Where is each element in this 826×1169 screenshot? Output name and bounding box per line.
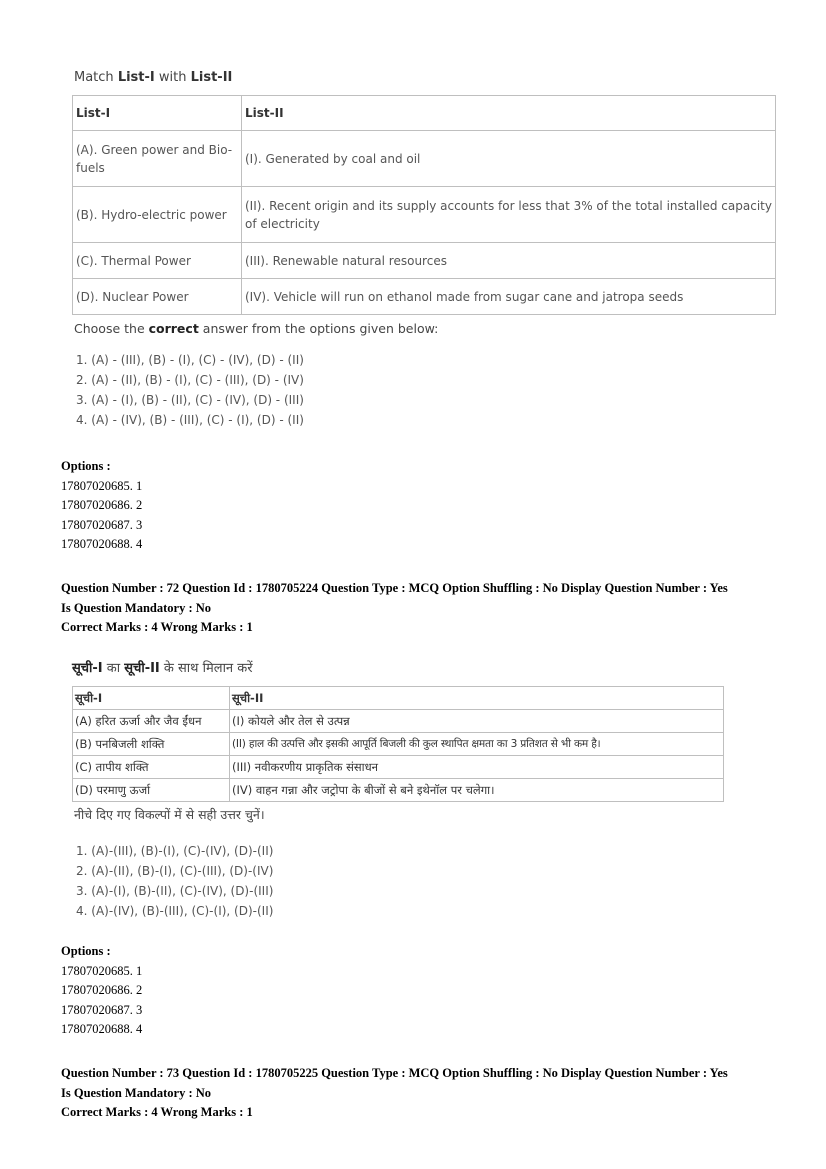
table-cell: (C). Thermal Power <box>73 243 242 279</box>
question-marks: Correct Marks : 4 Wrong Marks : 1 <box>61 1105 253 1119</box>
match-table <box>72 686 724 802</box>
table-cell: (IV). Vehicle will run on ethanol made from sugar cane and jatropa seeds <box>242 279 776 315</box>
choose-instruction: नीचे दिए गए विकल्पों में से सही उत्तर चुनें। <box>74 807 265 822</box>
option-item: 17807020688. 4 <box>61 537 143 551</box>
table-row <box>73 243 776 279</box>
table-cell: (III) नवीकरणीय प्राकृतिक संसाधन <box>230 756 724 779</box>
table-row <box>73 733 724 756</box>
answer-list <box>76 350 777 430</box>
choose-instruction: Choose the correct answer from the options given below: <box>74 321 439 336</box>
question-72-content <box>72 658 777 921</box>
table-cell: (B). Hydro-electric power <box>73 187 242 243</box>
answer-choice: 2. (A)-(II), (B)-(I), (C)-(III), (D)-(IV) <box>76 864 274 878</box>
answer-list <box>76 841 777 921</box>
question-mandatory: Is Question Mandatory : No <box>61 1085 212 1100</box>
options-block-71 <box>61 457 142 555</box>
answer-choice: 3. (A) - (I), (B) - (II), (C) - (IV), (D) - (III) <box>76 393 304 407</box>
table-header-row <box>73 687 724 710</box>
options-label: Options : <box>61 459 111 473</box>
option-item: 17807020686. 2 <box>61 983 143 997</box>
table-cell: (I). Generated by coal and oil <box>242 131 776 187</box>
table-cell: (A) हरित ऊर्जा और जैव ईंधन <box>73 710 230 733</box>
option-item: 17807020688. 4 <box>61 1022 143 1036</box>
table-cell: (III). Renewable natural resources <box>242 243 776 279</box>
answer-choice: 1. (A) - (III), (B) - (I), (C) - (IV), (D) - (II) <box>76 353 304 367</box>
table-cell: (II) हाल की उत्पत्ति और इसकी आपूर्ति बिजली की कुल स्थापित क्षमता का 3 प्रतिशत से भी कम है। <box>230 733 724 756</box>
option-item: 17807020687. 3 <box>61 1002 143 1017</box>
question-marks: Correct Marks : 4 Wrong Marks : 1 <box>61 620 253 634</box>
table-row <box>73 187 776 243</box>
table-cell: (II). Recent origin and its supply accounts for less that 3% of the total installed capacity of electricity <box>242 187 776 243</box>
answer-choice: 4. (A)-(IV), (B)-(III), (C)-(I), (D)-(II) <box>76 904 274 918</box>
answer-choice: 3. (A)-(I), (B)-(II), (C)-(IV), (D)-(III) <box>76 884 274 898</box>
option-item: 17807020685. 1 <box>61 478 143 493</box>
answer-choice: 1. (A)-(III), (B)-(I), (C)-(IV), (D)-(II) <box>76 844 274 858</box>
table-row <box>73 756 724 779</box>
table-header-cell: List-I <box>73 96 242 131</box>
match-instruction: सूची-I का सूची-II के साथ मिलान करें <box>72 661 253 676</box>
question-meta-line: Question Number : 73 Question Id : 1780705225 Question Type : MCQ Option Shuffling : No Display Question Number : Yes <box>61 1066 728 1080</box>
options-label: Options : <box>61 944 111 958</box>
option-item: 17807020685. 1 <box>61 963 143 978</box>
question-mandatory: Is Question Mandatory : No <box>61 600 212 615</box>
question-73-meta <box>61 1064 728 1123</box>
table-row <box>73 710 724 733</box>
table-cell: (I) कोयले और तेल से उत्पन्न <box>230 710 724 733</box>
table-cell: (C) तापीय शक्ति <box>73 756 230 779</box>
match-instruction: Match List-I with List-II <box>74 70 233 85</box>
answer-choice: 4. (A) - (IV), (B) - (III), (C) - (I), (D) - (II) <box>76 413 304 427</box>
table-header-cell: सूची-I <box>73 687 230 710</box>
table-cell: (A). Green power and Bio-fuels <box>73 131 242 187</box>
question-meta-line: Question Number : 72 Question Id : 1780705224 Question Type : MCQ Option Shuffling : No Display Question Number : Yes <box>61 581 728 595</box>
table-header-row <box>73 96 776 131</box>
table-cell: (B) पनबिजली शक्ति <box>73 733 230 756</box>
table-row <box>73 131 776 187</box>
table-cell: (D). Nuclear Power <box>73 279 242 315</box>
option-item: 17807020686. 2 <box>61 498 143 512</box>
table-cell: (IV) वाहन गन्ना और जट्रोपा के बीजों से बने इथेनॉल पर चलेगा। <box>230 779 724 802</box>
table-cell: (D) परमाणु ऊर्जा <box>73 779 230 802</box>
options-block-72 <box>61 942 142 1040</box>
table-row <box>73 779 724 802</box>
table-header-cell: List-II <box>242 96 776 131</box>
option-item: 17807020687. 3 <box>61 517 143 532</box>
answer-choice: 2. (A) - (II), (B) - (I), (C) - (III), (D) - (IV) <box>76 373 304 387</box>
match-table <box>72 95 776 315</box>
table-header-cell: सूची-II <box>230 687 724 710</box>
table-row <box>73 279 776 315</box>
question-71-content <box>72 70 777 430</box>
question-72-meta <box>61 579 728 638</box>
